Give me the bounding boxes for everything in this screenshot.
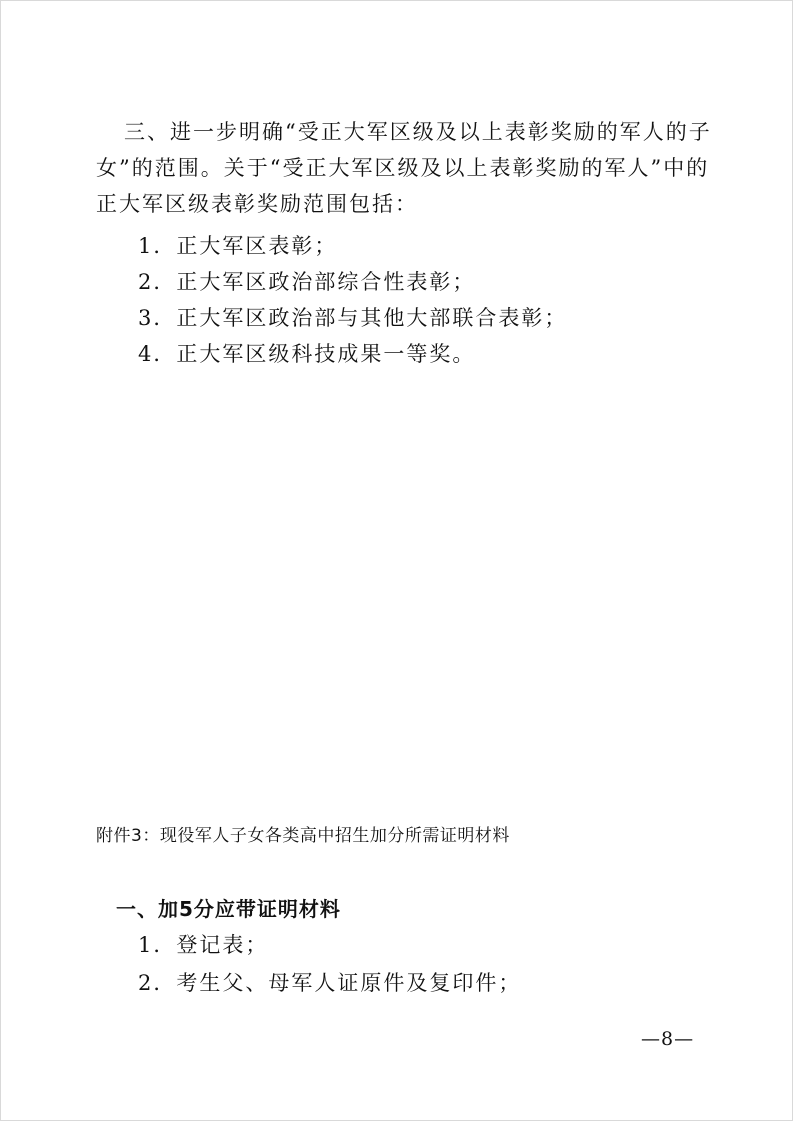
section-heading: 一、加5分应带证明材料: [116, 897, 341, 921]
list-item: 2．考生父、母军人证原件及复印件；: [138, 971, 522, 995]
paragraph-line-3: 正大军区级表彰奖励范围包括：: [96, 192, 418, 216]
list-item: 3．正大军区政治部与其他大部联合表彰；: [138, 306, 568, 330]
list-item: 4．正大军区级科技成果一等奖。: [138, 342, 476, 366]
required-materials-list: [138, 926, 521, 1002]
page-number: —8—: [641, 1028, 695, 1050]
intro-paragraph: [96, 114, 716, 222]
attachment-title: 附件3：现役军人子女各类高中招生加分所需证明材料: [96, 826, 510, 846]
list-item: 1．正大军区表彰；: [138, 234, 338, 258]
paragraph-line-2: 女”的范围。关于“受正大军区级及以上表彰奖励的军人”中的: [96, 156, 710, 180]
list-item: 1．登记表；: [138, 933, 269, 957]
award-scope-list: [138, 228, 567, 372]
paragraph-line-1: 三、进一步明确“受正大军区级及以上表彰奖励的军人的子: [124, 120, 712, 144]
list-item: 2．正大军区政治部综合性表彰；: [138, 270, 476, 294]
